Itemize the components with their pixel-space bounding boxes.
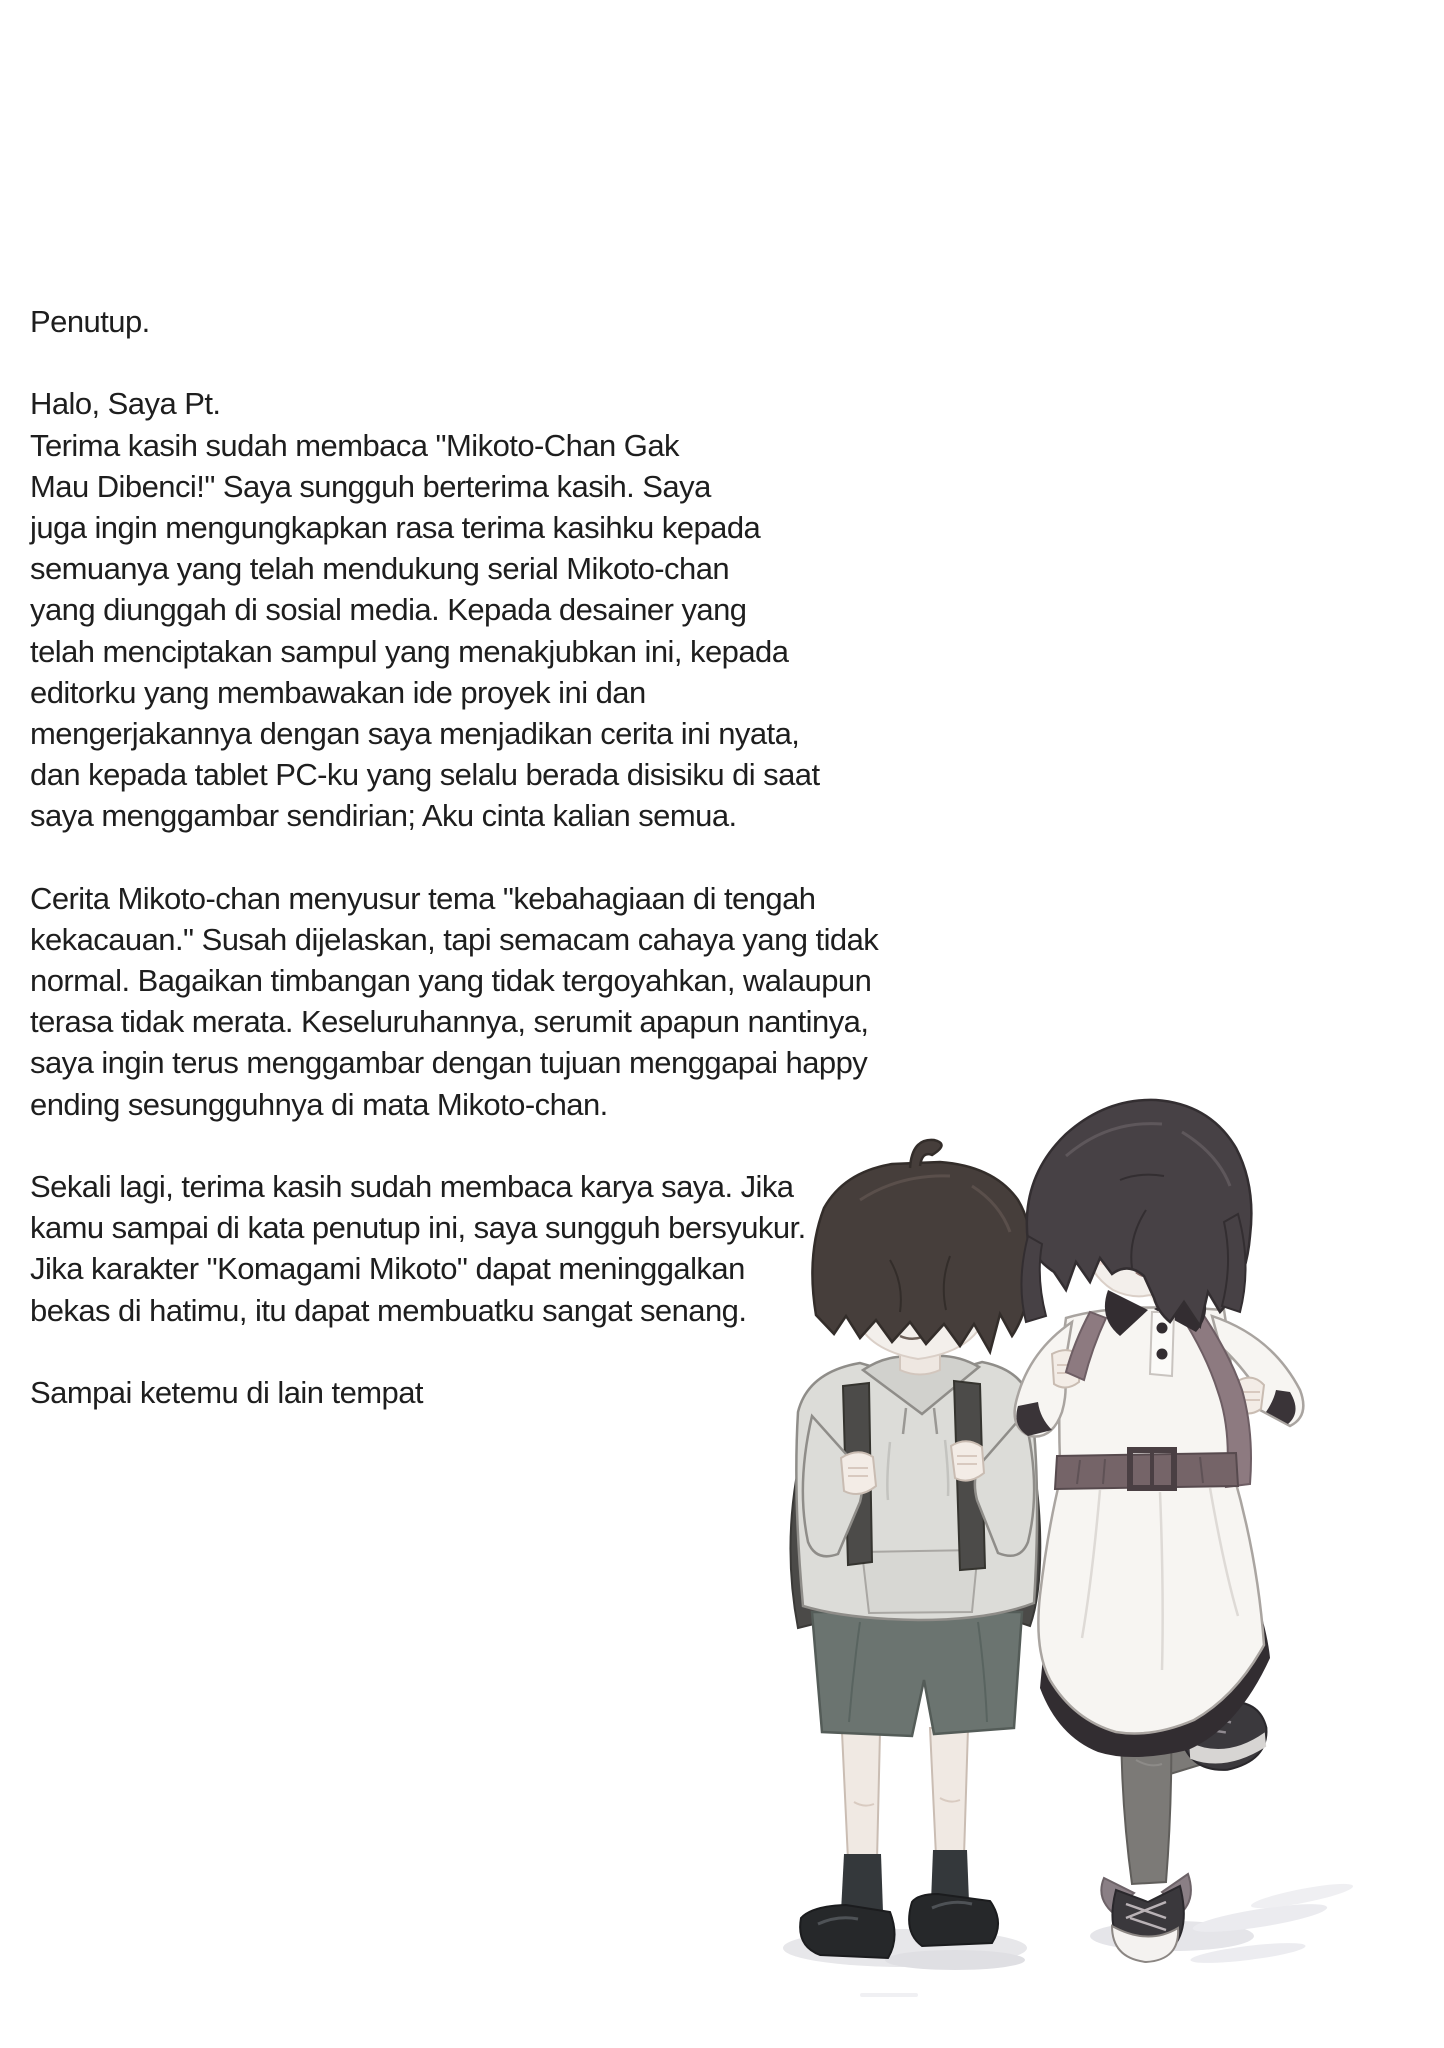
afterword-line: yang diunggah di sosial media. Kepada desainer yang (30, 592, 747, 628)
afterword-line: bekas di hatimu, itu dapat membuatku sangat senang. (30, 1292, 747, 1328)
girl-belt (1055, 1450, 1238, 1489)
girl-figure (1015, 1100, 1304, 1962)
afterword-line: Sekali lagi, terima kasih sudah membaca karya saya. Jika (30, 1168, 794, 1204)
afterword-line: ending sesungguhnya di mata Mikoto-chan. (30, 1086, 608, 1122)
afterword-line: Halo, Saya Pt. (30, 386, 221, 422)
afterword-line: terasa tidak merata. Keseluruhannya, serumit apapun nantinya, (30, 1004, 869, 1040)
afterword-line: saya menggambar sendirian; Aku cinta kalian semua. (30, 798, 737, 834)
afterword-line: semuanya yang telah mendukung serial Mikoto-chan (30, 551, 730, 587)
page-title: Penutup. (30, 304, 150, 339)
closing-line: Sampai ketemu di lain tempat (30, 1374, 423, 1410)
blank-line (30, 342, 878, 383)
afterword-line: normal. Bagaikan timbangan yang tidak tergoyahkan, walaupun (30, 963, 872, 998)
afterword-line: kekacauan." Susah dijelaskan, tapi semacam cahaya yang tidak (30, 921, 879, 957)
afterword-line: dan kepada tablet PC-ku yang selalu berada disisiku di saat (30, 757, 820, 793)
illustration-two-children-walking (560, 1060, 1440, 2000)
afterword-line: Mau Dibenci!" Saya sungguh berterima kasih. Saya (30, 468, 711, 504)
afterword-line: Cerita Mikoto-chan menyusur tema "kebahagiaan di tengah (30, 880, 816, 916)
boy-figure (790, 1140, 1040, 1958)
afterword-line: juga ingin mengungkapkan rasa terima kasihku kepada (30, 509, 761, 545)
afterword-line: saya ingin terus menggambar dengan tujuan menggapai happy (30, 1045, 868, 1081)
afterword-line: Terima kasih sudah membaca "Mikoto-Chan Gak (30, 427, 679, 463)
afterword-line: editorku yang membawakan ide proyek ini dan (30, 674, 646, 710)
blank-line (30, 836, 878, 877)
afterword-line: kamu sampai di kata penutup ini, saya sungguh bersyukur. (30, 1210, 806, 1246)
afterword-line: mengerjakannya dengan saya menjadikan cerita ini nyata, (30, 715, 800, 751)
boy-hair (812, 1162, 1031, 1352)
afterword-line: Jika karakter "Komagami Mikoto" dapat meninggalkan (30, 1251, 745, 1287)
afterword-line: telah menciptakan sampul yang menakjubkan ini, kepada (30, 633, 789, 669)
